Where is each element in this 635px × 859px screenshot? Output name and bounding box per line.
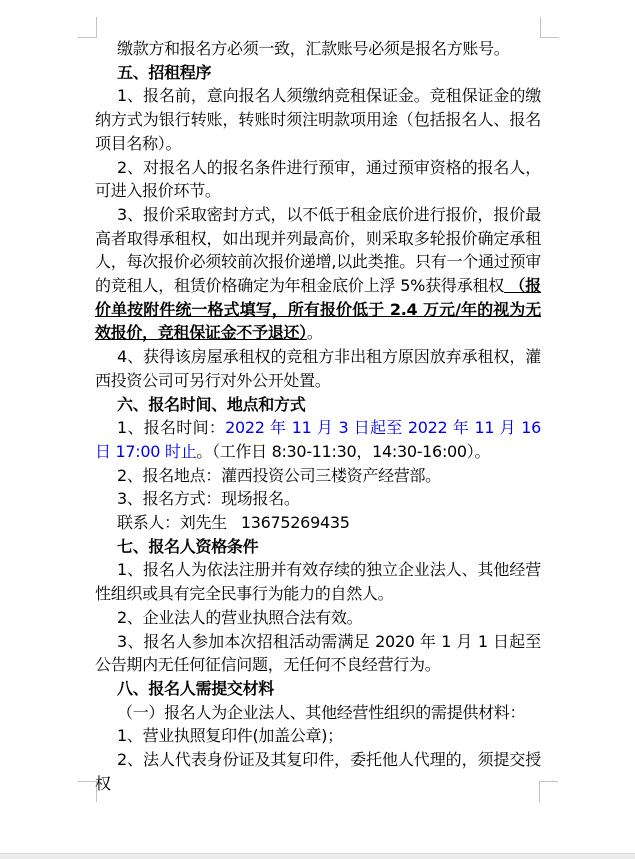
page-bottom-edge [0,853,635,859]
text-run: 2、法人代表身份证及其复印件，委托他人代理的，须提交授权 [95,750,541,793]
text-run: 3、报名方式：现场报名。 [117,489,300,509]
text-run-registration-dates: 2022 年 11 月 3 日起至 2022 年 11 月 16 日 17:00 时止 [95,418,541,461]
text-run: 1、报名时间： [117,418,226,438]
text-run: 3、报名人参加本次招租活动需满足 2020 年 1 月 1 日起至公告期内无任何征信问题，无任何不良经营行为。 [95,631,541,675]
para-registration-time [95,416,541,463]
text-run: 。 [306,323,323,343]
text-run: （一）报名人为企业法人、其他经营性组织的需提供材料： [117,702,526,722]
para-procedure-2-prequalification [95,156,541,203]
contact-phone-number: 13675269435 [240,513,350,533]
contact-name: 联系人：刘先生 [117,513,227,533]
para-registration-method [95,487,541,511]
heading-section-7-qualifications [95,535,541,559]
para-payment-consistency [95,37,541,61]
para-contact [95,511,541,535]
text-run-bold-underline-bid-rules: （报价单按附件统一格式填写，所有报价低于 2.4 万元/年的视为无效报价，竞租保证金不予退还） [95,276,542,343]
text-run: 。（工作日 8:30-11:30，14:30-16:00）。 [196,441,491,461]
document-body-text [95,37,541,796]
para-procedure-1-deposit [95,84,541,155]
para-materials-2-id-card [95,748,541,795]
heading-section-5-rental-procedure [95,61,541,85]
para-procedure-4-abandon-rights [95,345,541,392]
para-materials-intro [95,701,541,725]
para-materials-1-business-license [95,724,541,748]
para-qualification-2 [95,606,541,630]
para-registration-place [95,464,541,488]
heading-text: 六、报名时间、地点和方式 [117,394,306,414]
text-boundary-mark-top-left [78,17,97,38]
text-run: 缴款方和报名方必须一致，汇款账号必须是报名方账号。 [117,39,510,58]
heading-text: 八、报名人需提交材料 [117,678,275,698]
text-run: 1、营业执照复印件(加盖公章)； [117,726,343,746]
para-qualification-1 [95,558,541,605]
text-run: 2、对报名人的报名条件进行预审，通过预审资格的报名人，可进入报价环节。 [95,157,541,201]
text-run: 4、获得该房屋承租权的竞租方非出租方原因放弃承租权，灌西投资公司可另行对外公开处置。 [95,347,541,390]
text-boundary-mark-top-right [540,17,559,38]
heading-text: 七、报名人资格条件 [117,536,259,556]
para-procedure-3-sealed-bidding [95,203,541,345]
heading-section-6-time-place-method [95,393,541,417]
text-run: 1、报名前，意向报名人须缴纳竞租保证金。竞租保证金的缴纳方式为银行转账，转账时须注明款项用途（包括报名人、报名项目名称）。 [95,86,541,153]
text-run: 1、报名人为依法注册并有效存续的独立企业法人、其他经营性组织或具有完全民事行为能力的自然人。 [95,560,541,604]
para-qualification-3 [95,630,541,677]
text-run: 3、报价采取密封方式，以不低于租金底价进行报价，报价最高者取得承租权，如出现并列最高价，则采取多轮报价确定承租人，每次报价必须较前次报价递增,以此类推。只有一个通过预审的竞租人，租赁价格确定为年租金底价上浮 5%获得承租权 [95,204,541,296]
text-boundary-mark-bottom-right [539,781,558,802]
text-run: 2、报名地点：灌西投资公司三楼资产经营部。 [117,465,441,485]
text-run: 2、企业法人的营业执照合法有效。 [117,607,363,627]
heading-section-8-required-materials [95,677,541,701]
heading-text: 五、招租程序 [117,62,212,82]
